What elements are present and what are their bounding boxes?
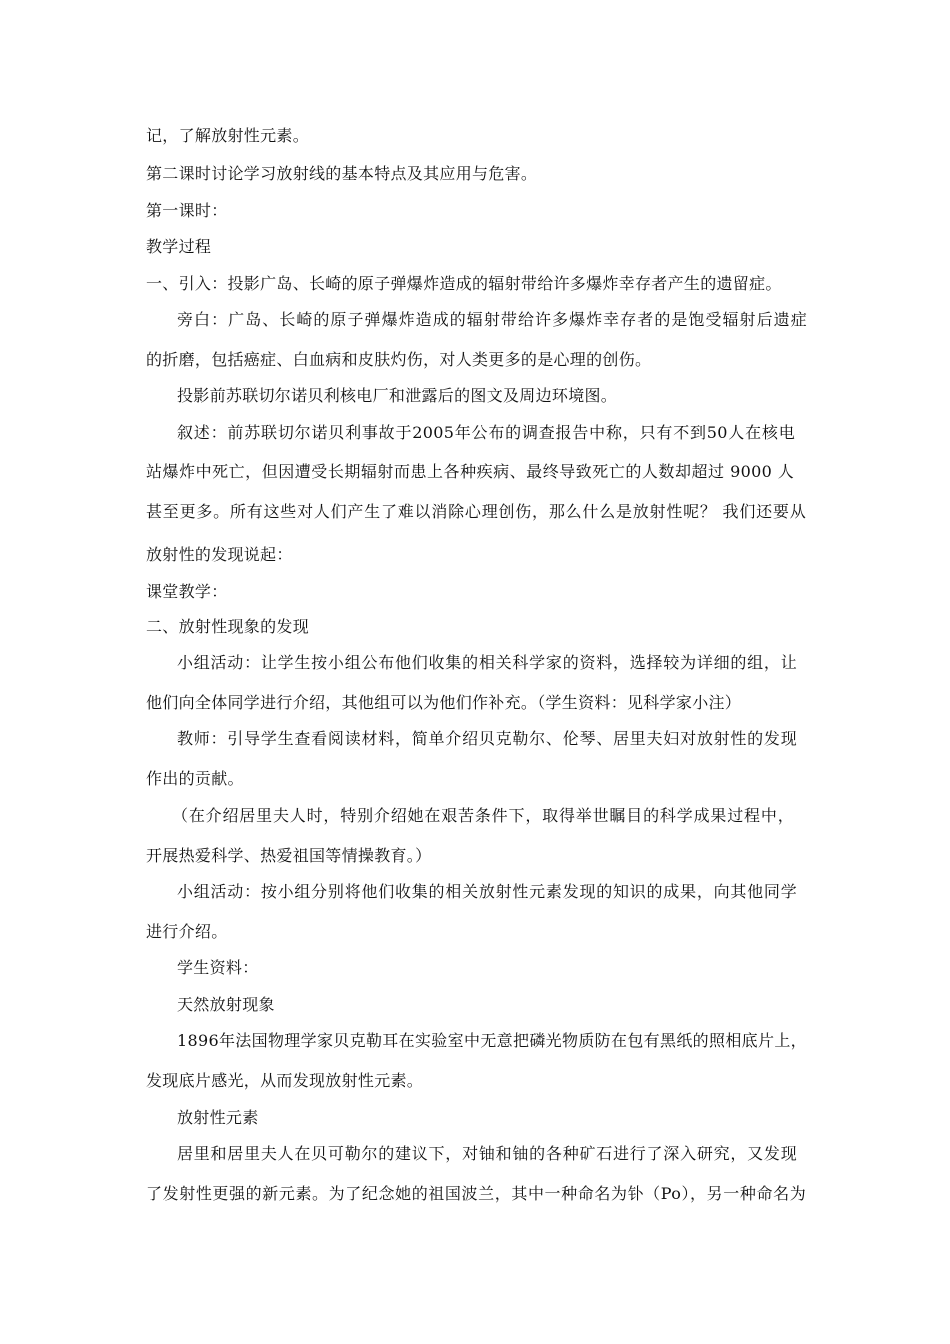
text-line: 投影前苏联切尔诺贝利核电厂和泄露后的图文及周边环境图。 [177,386,618,405]
text-line: 甚至更多。所有这些对人们产生了难以消除心理创伤，那么什么是放射性呢？ 我们还要从 [146,502,806,521]
section-heading: 教学过程 [146,237,212,256]
text-line: 作出的贡献。 [146,769,244,788]
text-line: 的折磨，包括癌症、白血病和皮肤灼伤，对人类更多的是心理的创伤。 [146,350,652,369]
text-line: 一、引入：投影广岛、长崎的原子弹爆炸造成的辐射带给许多爆炸幸存者产生的遗留症。 [146,274,782,293]
text-line: 放射性的发现说起： [146,545,293,564]
text-line: （在介绍居里夫人时，特别介绍她在艰苦条件下，取得举世瞩目的科学成果过程中， [172,806,794,825]
text-line: 叙述：前苏联切尔诺贝利事故于2005年公布的调查报告中称，只有不到50人在核电 [177,423,795,442]
text-line: 1896年法国物理学家贝克勒耳在实验室中无意把磷光物质防在包有黑纸的照相底片上， [177,1031,807,1050]
text-line: 站爆炸中死亡，但因遭受长期辐射而患上各种疾病、最终导致死亡的人数却超过 9000 人 [146,462,794,481]
text-line: 记，了解放射性元素。 [146,126,310,145]
text-line: 教师：引导学生查看阅读材料，简单介绍贝克勒尔、伦琴、居里夫妇对放射性的发现 [177,729,797,748]
text-line: 居里和居里夫人在贝可勒尔的建议下，对铀和铀的各种矿石进行了深入研究，又发现 [177,1144,797,1163]
text-line: 开展热爱科学、热爱祖国等情操教育。） [146,846,432,865]
subheading: 放射性元素 [177,1108,259,1127]
section-heading: 二、放射性现象的发现 [146,617,310,636]
text-line: 发现底片感光，从而发现放射性元素。 [146,1071,424,1090]
text-line: 第二课时讨论学习放射线的基本特点及其应用与危害。 [146,164,538,183]
text-line: 了发射性更强的新元素。为了纪念她的祖国波兰，其中一种命名为钋（Po），另一种命名为 [146,1184,806,1203]
text-line: 第一课时： [146,201,228,220]
text-line: 小组活动：让学生按小组公布他们收集的相关科学家的资料，选择较为详细的组，让 [177,653,797,672]
text-line: 小组活动：按小组分别将他们收集的相关放射性元素发现的知识的成果，向其他同学 [177,882,797,901]
subheading: 天然放射现象 [177,995,275,1014]
text-line: 学生资料： [177,958,259,977]
section-heading: 课堂教学： [146,582,228,601]
text-line: 他们向全体同学进行介绍，其他组可以为他们作补充。（学生资料：见科学家小注） [146,693,742,712]
text-line: 进行介绍。 [146,922,228,941]
text-line: 旁白：广岛、长崎的原子弹爆炸造成的辐射带给许多爆炸幸存者的是饱受辐射后遗症 [177,310,807,329]
